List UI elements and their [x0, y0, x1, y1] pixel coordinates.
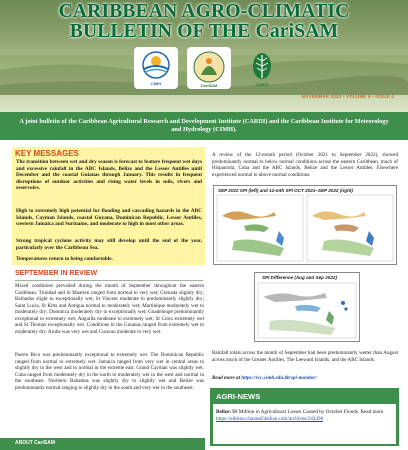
- agri-news-item: [216, 409, 392, 423]
- agri-news-link[interactable]: https://edition.channel5belize.com/archives/243496: [216, 415, 324, 422]
- agri-news-title: AGRI-NEWS: [216, 392, 261, 401]
- spi-maps-graphic: [214, 186, 396, 264]
- key-message-2: High to extremely high potential for flooding and cascading hazards in the ABC Islands, Cayman Islands, coastal Guyana, Dominican Republic, Lesser Antilles, western Jamaica and Suriname, and moderate to high in most other areas.: [16, 208, 202, 228]
- key-message-4: Temperatures return to being comfortable.: [16, 256, 113, 262]
- rainfall-totals-text: Rainfall totals across the month of September had been predominantly wetter than August across much of the Greater Antilles, The Leeward Islands, and the ABC Islands.: [212, 350, 398, 363]
- carisam-logo: [187, 47, 231, 89]
- spi-difference-figure: [254, 272, 360, 342]
- spi-monitor-link[interactable]: https://rcc.cimh.edu.bb/spi-monitor/: [241, 375, 317, 381]
- cimh-logo: [134, 47, 178, 89]
- svg-text:CariSAM: CariSAM: [200, 83, 218, 88]
- key-message-3: Strong tropical cyclone activity may still develop until the end of the year, particularly over the Caribbean Sea.: [16, 238, 202, 251]
- svg-text:CARDI: CARDI: [255, 82, 269, 87]
- about-carisam-title: ABOUT CariSAM: [15, 440, 56, 446]
- agri-news-headline: $8 Million in Agricultural Losses Caused by October Floods. Read more: [230, 409, 384, 415]
- read-more-line: [212, 375, 398, 382]
- agri-news-country: Belize:: [216, 409, 231, 415]
- september-review-paragraph-1: Mixed conditions prevailed during the month of September throughout the eastern Caribbean. Trinidad and St Maarten ranged from normal to very wet; Grenada slightly dry; Barbados slight to exceptionally wet; St Vincent moderate to predominantly slightly dry; Saint Lucia, St Kitts and Antigua normal to moderately wet; Martinique moderately wet to moderately dry; Dominica moderately dry to exceptionally wet; Guadeloupe predominantly exceptional to extremely wet; Anguilla moderate to extremely wet; St Croix extremely wet and St Thomas exceptionally wet. Conditions in the Guianas ranged from extremely wet to moderately dry. Aruba was very wet and Curacao moderate to very wet.: [15, 283, 204, 335]
- key-messages-title: KEY MESSAGES: [15, 149, 79, 158]
- september-review-title: SEPTEMBER IN REVIEW: [15, 270, 98, 277]
- cardi-logo: [240, 47, 284, 89]
- spi-difference-title: SPI Difference (Aug and Sep 2022): [262, 275, 337, 280]
- section-divider: [15, 280, 203, 281]
- bulletin-title-line2: BULLETIN OF THE CariSAM: [69, 21, 339, 42]
- bulletin-title-line1: CARIBBEAN AGRO-CLIMATIC: [58, 1, 350, 22]
- twelve-month-review-text: A review of the 12-month period (October 2021 to September 2022), showed predominantly normal to below normal conditions across the eastern Caribbean, much of Hispaniola, Cuba and the ABC Islands, Belize and the Lesser Antilles. Elsewhere experienced normal to above normal conditions.: [212, 152, 398, 178]
- september-review-paragraph-2: Puerto Rico was predominantly exceptional to extremely wet. The Dominican Republic ranged from normal to extremely wet. Jamaica ranged from very wet in central areas to slightly dry in the west and to normal in the extreme east. Grand Cayman was slightly wet. Cuba ranged from moderately dry in the north to moderately wet in the west and normal in the southeast. Northern Bahamas was slightly dry to slightly wet and Belize was predominantly normal ranging to slightly dry in the south and very wet in the southeast.: [15, 352, 204, 391]
- key-message-1: The transition between wet and dry season is forecast to feature frequent wet days and excessive rainfall in the ABC Islands, Belize and the Lesser Antilles until December and the coastal Guianas through January. This results in frequent disruptions of outdoor activities and rising water levels in soils, rivers and reservoirs.: [16, 159, 202, 192]
- svg-text:CIMH: CIMH: [150, 81, 162, 86]
- spi-maps-title: SEP 2022 SPI (left) and 12-mth SPI OCT 2021–SEP 2022 (right): [218, 188, 353, 193]
- read-more-label: Read more at: [212, 375, 241, 381]
- joint-bulletin-text: A joint bulletin of the Caribbean Agricultural Research and Development Institute (CARDI) and the Caribbean Institute for Meteorology and Hydrology (CIMH).: [19, 118, 389, 133]
- spi-maps-figure: [213, 185, 397, 265]
- spi-difference-map: [255, 273, 359, 341]
- issue-line: NOVEMBER 2022 • VOLUME 6 • ISSUE 4: [301, 94, 394, 99]
